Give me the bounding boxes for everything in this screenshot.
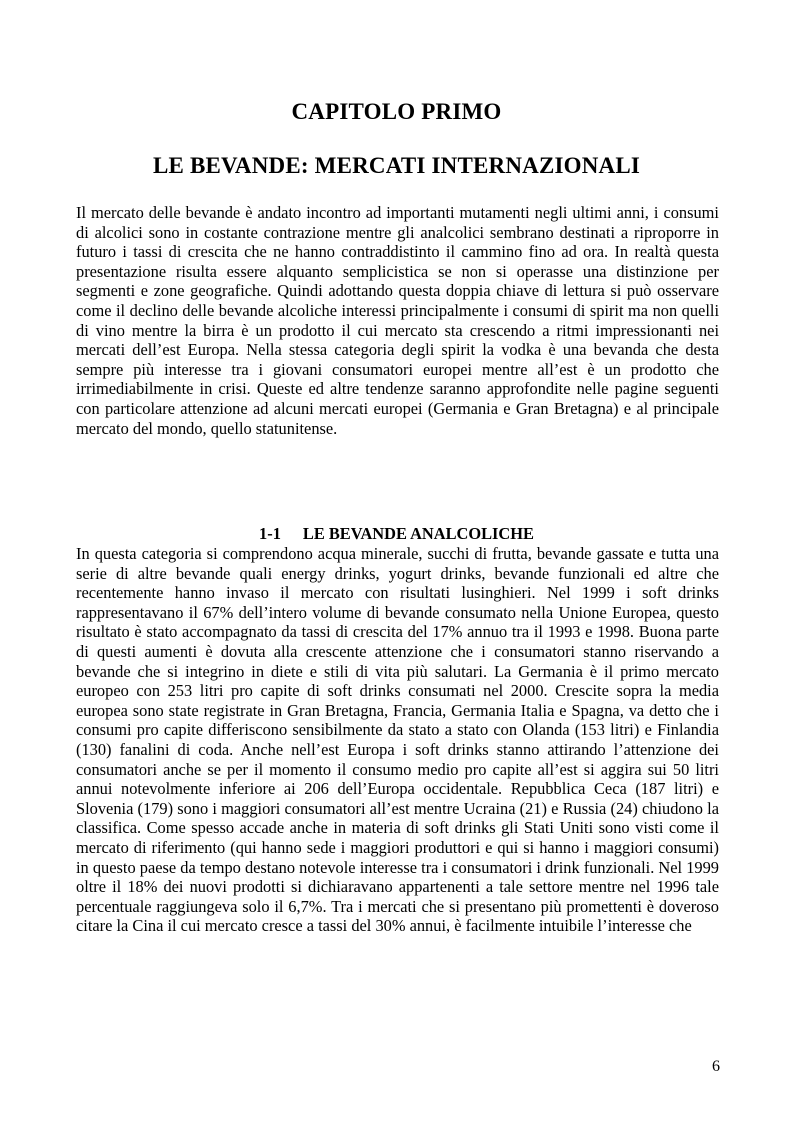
chapter-subtitle: LE BEVANDE: MERCATI INTERNAZIONALI [152, 153, 641, 178]
intro-paragraph: Il mercato delle bevande è andato incontro ad importanti mutamenti negli ultimi anni, i consumi di alcolici sono in costante contrazione mentre gli analcolici sembrano destinati a riproporre in futuro i tassi di crescita che ne hanno contraddistinto il cammino fino ad ora. In realtà questa presentazione risulta essere alquanto semplicistica se non si operasse una distinzione per segmenti e zone geografiche. Quindi adottando questa doppia chiave di lettura si può osservare come il declino delle bevande alcoliche interessi principalmente i consumi di spirit ma non quelli di vino mentre la birra è un prodotto il cui mercato sta crescendo a ritmi impressionanti nei mercati dell’est Europa. Nella stessa categoria degli spirit la vodka è una bevanda che desta sempre più interesse tra i giovani consumatori europei mentre all’est è un prodotto che irrimediabilmente in crisi. Queste ed altre tendenze saranno approfondite nelle pagine seguenti con particolare attenzione ad alcuni mercati europei (Germania e Gran Bretagna) e al principale mercato del mondo, quello statunitense. [76, 203, 719, 438]
section-title: LE BEVANDE ANALCOLICHE [302, 524, 534, 543]
page-number: 6 [712, 1058, 720, 1075]
section-heading [0, 524, 793, 544]
chapter-title: CAPITOLO PRIMO [291, 99, 502, 124]
section-number: 1-1 [259, 524, 281, 543]
section-paragraph: In questa categoria si comprendono acqua minerale, succhi di frutta, bevande gassate e tutta una serie di altre bevande quali energy drinks, yogurt drinks, bevande funzionali ed altre che recentemente hanno invaso il mercato con risultati lusinghieri. Nel 1999 i soft drinks rappresentavano il 67% dell’intero volume di bevande consumato nella Unione Europea, questo risultato è stato accompagnato da tassi di crescita del 17% annuo tra il 1993 e 1998. Buona parte di questi aumenti è dovuta alla crescente attenzione che i consumatori stanno riservando a bevande che si integrino in diete e stili di vita più salutari. La Germania è il primo mercato europeo con 253 litri pro capite di soft drinks consumati nel 2000. Crescite sopra la media europea sono state registrate in Gran Bretagna, Francia, Germania Italia e Spagna, va detto che i consumi pro capite differiscono sensibilmente da stato a stato con Olanda (153 litri) e Finlandia (130) fanalini di coda. Anche nell’est Europa i soft drinks stanno attirando l’attenzione dei consumatori anche se per il momento il consumo medio pro capite all’est si aggira sui 50 litri annui notevolmente inferiore ai 206 dell’Europa occidentale. Repubblica Ceca (187 litri) e Slovenia (179) sono i maggiori consumatori all’est mentre Ucraina (21) e Russia (24) chiudono la classifica. Come spesso accade anche in materia di soft drinks gli Stati Uniti sono visti come il mercato di riferimento (qui hanno sede i maggiori produttori e qui si hanno i maggiori consumi) in questo paese da tempo destano notevole interesse tra i consumatori i drink funzionali. Nel 1999 oltre il 18% dei nuovi prodotti si dichiaravano appartenenti a tale settore mentre nel 1996 tale percentuale raggiungeva solo il 6,7%. Tra i mercati che si presentano più promettenti è doveroso citare la Cina il cui mercato cresce a tassi del 30% annui, è facilmente intuibile l’interesse che [76, 544, 719, 936]
